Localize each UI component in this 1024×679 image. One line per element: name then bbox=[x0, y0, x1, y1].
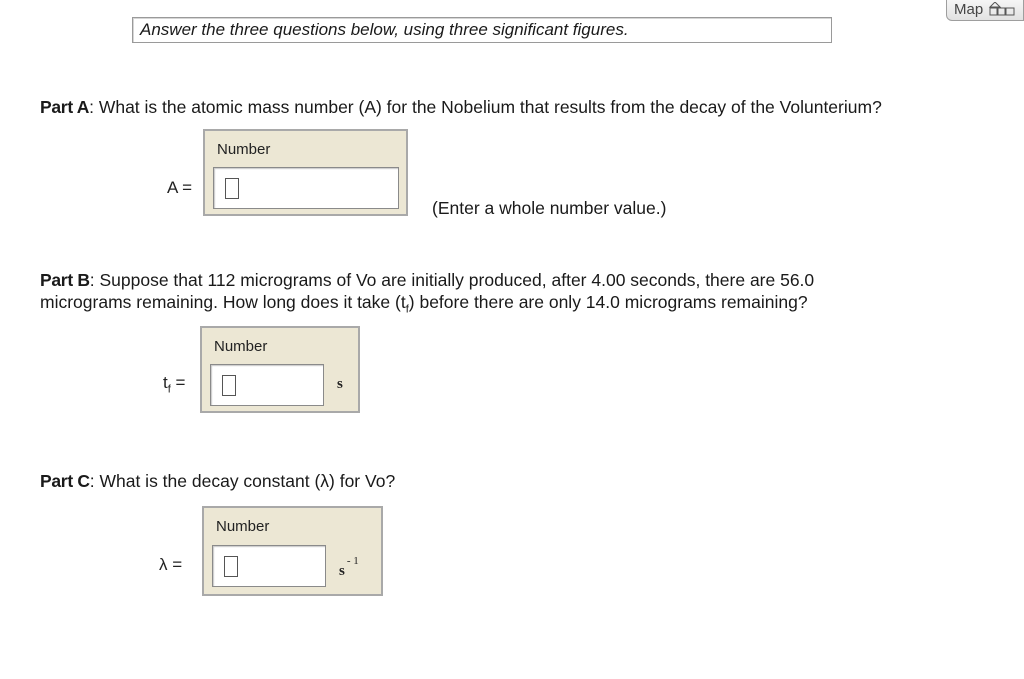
part-a-question-text: : What is the atomic mass number (A) for the Nobelium that results from the decay of the Volunteriu​m? bbox=[89, 97, 882, 117]
map-button[interactable] bbox=[946, 0, 1024, 21]
part-c-unit-exponent: - 1 bbox=[346, 555, 359, 567]
part-a-answer-field[interactable] bbox=[213, 167, 399, 209]
part-b-label: Part B bbox=[40, 270, 90, 290]
part-b-eq-main: t bbox=[163, 373, 168, 392]
part-c-answer-field[interactable] bbox=[212, 545, 326, 587]
part-a-label: Part A bbox=[40, 97, 90, 117]
part-c-unit-base: s bbox=[339, 563, 345, 579]
part-b-question bbox=[40, 269, 814, 321]
part-c-question-text: : What is the decay constant (λ) for Vo? bbox=[89, 471, 396, 491]
part-c-answer-input[interactable] bbox=[213, 546, 325, 586]
part-a-answer-input[interactable] bbox=[214, 168, 398, 208]
part-a-widget-title: Number bbox=[217, 141, 271, 158]
part-a-hint: (Enter a whole number value.) bbox=[432, 198, 667, 218]
part-c-widget-title: Number bbox=[216, 518, 270, 535]
part-b-question-sub: f bbox=[405, 303, 409, 316]
part-b-eq-tail: = bbox=[170, 373, 186, 392]
part-b-answer-input[interactable] bbox=[211, 365, 323, 405]
part-a-question bbox=[40, 96, 882, 118]
map-button-label: Map bbox=[954, 1, 984, 18]
instructions-banner bbox=[132, 17, 832, 43]
part-b-number-widget bbox=[200, 326, 360, 413]
part-b-eq-label bbox=[163, 373, 185, 395]
part-b-eq-sub: f bbox=[167, 383, 171, 396]
part-b-answer-field[interactable] bbox=[210, 364, 324, 406]
part-b-question-line2a: micrograms remaining. How long does it take (t bbox=[40, 292, 406, 312]
instructions-text: Answer the three questions below, using three significant figures. bbox=[140, 20, 629, 39]
part-b-widget-title: Number bbox=[214, 338, 268, 355]
part-b-question-line2b: ) before there are only 14.0 micrograms remaining? bbox=[408, 292, 808, 312]
part-c-unit bbox=[339, 555, 359, 580]
part-a-eq-label: A = bbox=[167, 178, 193, 197]
part-a-number-widget bbox=[203, 129, 408, 216]
part-c-number-widget bbox=[202, 506, 383, 596]
map-icon bbox=[987, 2, 1017, 16]
part-b-question-line1: : Suppose that 112 micrograms of Vo are initially produced, after 4.00 seconds, there are 56.0 bbox=[89, 270, 815, 290]
part-c-question bbox=[40, 470, 395, 492]
part-b-unit: s bbox=[337, 376, 343, 392]
part-c-label: Part C bbox=[40, 471, 90, 491]
part-c-eq-label: λ = bbox=[159, 555, 183, 574]
